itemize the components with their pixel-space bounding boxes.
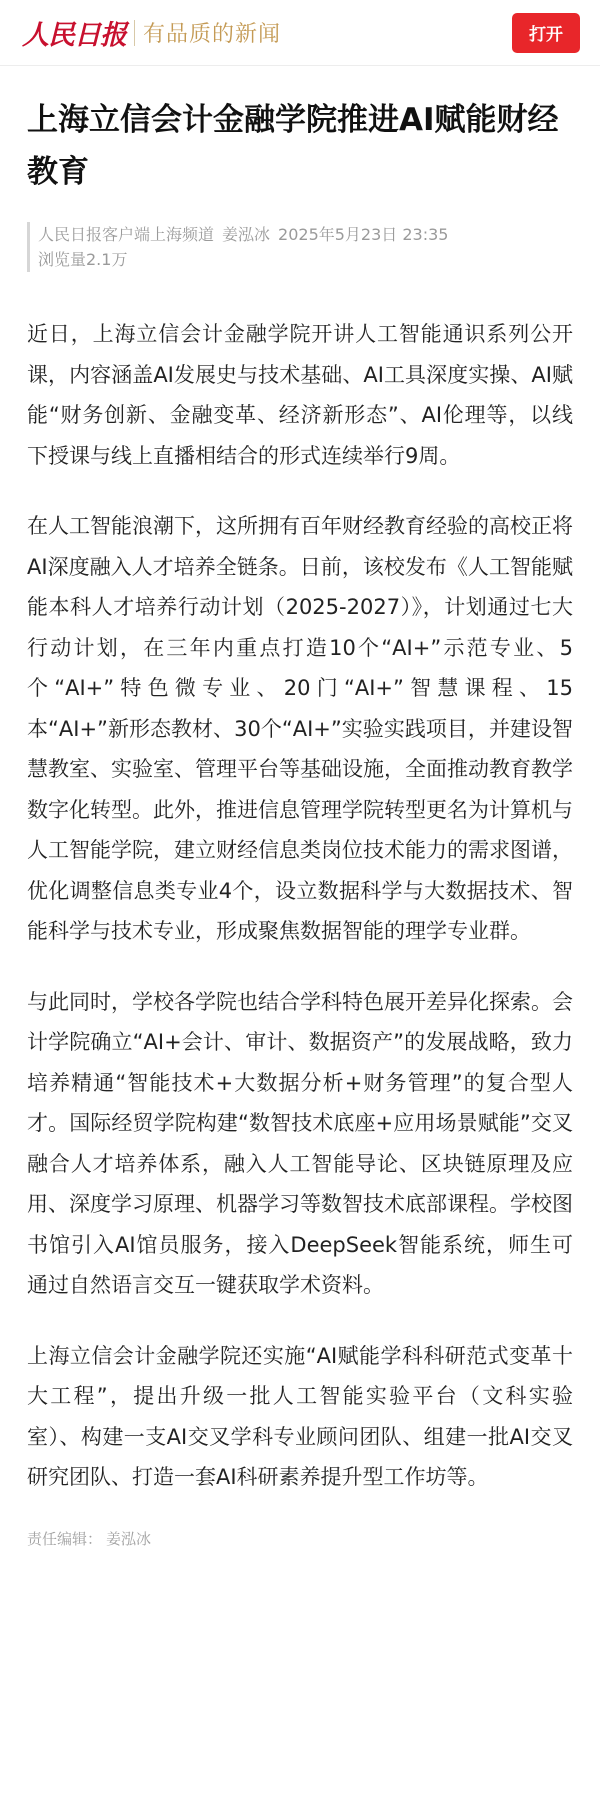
article-meta <box>27 222 573 272</box>
meta-datetime: 2025年5月23日 23:35 <box>278 225 449 244</box>
editor-name: 姜泓冰 <box>106 1529 152 1548</box>
meta-source: 人民日报客户端上海频道 <box>38 225 215 244</box>
top-bar <box>0 0 600 66</box>
article <box>0 94 600 1550</box>
open-app-button[interactable]: 打开 <box>512 13 580 53</box>
brand-logo[interactable] <box>22 13 281 52</box>
editor-label: 责任编辑： <box>27 1529 103 1548</box>
paragraph: 近日，上海立信会计金融学院开讲人工智能通识系列公开课，内容涵盖AI发展史与技术基础、AI工具深度实操、AI赋能“财务创新、金融变革、经济新形态”、AI伦理等，以线下授课与线上直播相结合的形式连续举行9周。 <box>27 322 573 468</box>
logo-divider <box>134 20 135 46</box>
responsible-editor <box>27 1528 573 1550</box>
meta-line <box>38 222 573 247</box>
article-title: 上海立信会计金融学院推进AI赋能财经教育 <box>27 102 559 190</box>
meta-views: 浏览量2.1万 <box>38 250 128 269</box>
paragraph: 上海立信会计金融学院还实施“AI赋能学科科研范式变革十大工程”，提出升级一批人工智能实验平台（文科实验室）、构建一支AI交叉学科专业顾问团队、组建一批AI交叉研究团队、打造一套AI科研素养提升型工作坊等。 <box>27 1343 573 1489</box>
paragraph: 与此同时，学校各学院也结合学科特色展开差异化探索。会计学院确立“AI+会计、审计、数据资产”的发展战略，致力培养精通“智能技术+大数据分析+财务管理”的复合型人才。国际经贸学院构建“数智技术底座+应用场景赋能”交叉融合人才培养体系，融入人工智能导论、区块链原理及应用、深度学习原理、机器学习等数智技术底部课程。学校图书馆引入AI馆员服务，接入DeepSeek智能系统，师生可通过自然语言交互一键获取学术资料。 <box>27 989 573 1297</box>
paragraph: 在人工智能浪潮下，这所拥有百年财经教育经验的高校正将AI深度融入人才培养全链条。日前，该校发布《人工智能赋能本科人才培养行动计划（2025-2027）》，计划通过七大行动计划，在三年内重点打造10个“AI+”示范专业、5个“AI+”特色微专业、20门“AI+”智慧课程、15本“AI+”新形态教材、30个“AI+”实验实践项目，并建设智慧教室、实验室、管理平台等基础设施，全面推动教育教学数字化转型。此外，推进信息管理学院转型更名为计算机与人工智能学院，建立财经信息类岗位技术能力的需求图谱，优化调整信息类专业4个，设立数据科学与大数据技术、智能科学与技术专业，形成聚焦数据智能的理学专业群。 <box>27 514 573 943</box>
logo-wordmark: 人民日报 <box>22 20 126 51</box>
logo-slogan: 有品质的新闻 <box>143 22 282 47</box>
article-body <box>27 314 573 1498</box>
meta-author: 姜泓冰 <box>222 225 271 244</box>
